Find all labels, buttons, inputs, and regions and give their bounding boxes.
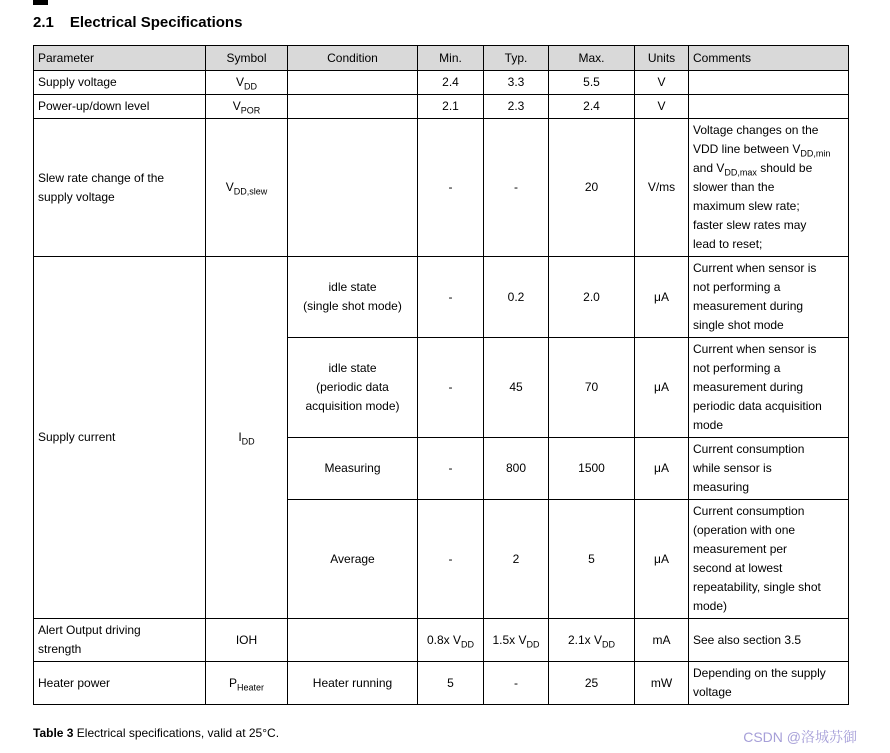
- table-caption-label: Table 3: [33, 726, 74, 740]
- cell-comments: Depending on the supply voltage: [689, 662, 849, 705]
- section-title: Electrical Specifications: [69, 14, 243, 31]
- header-cell-parameter: Parameter: [34, 46, 206, 71]
- subscript: DD,slew: [233, 186, 268, 197]
- subscript: DD,max: [724, 167, 757, 178]
- cell-comments: [689, 71, 849, 95]
- table-header-row: [34, 46, 849, 71]
- cell-parameter: Heater power: [34, 662, 206, 705]
- header-cell-typ: Typ.: [484, 46, 549, 71]
- cell-symbol: IOH: [206, 619, 288, 662]
- cell-parameter: Alert Output driving strength: [34, 619, 206, 662]
- watermark: CSDN @洛城苏御: [743, 729, 857, 745]
- cell-comments: [689, 95, 849, 119]
- cell-parameter: Slew rate change of the supply voltage: [34, 119, 206, 257]
- cell-condition: [288, 71, 418, 95]
- subscript: DD: [602, 638, 616, 649]
- cut-off-text-fragment: [33, 0, 48, 5]
- cell-comments: Voltage changes on the VDD line between $V_{DD,min}$ and $V_{DD,max}$ should be slower than the maximum slew rate; faster slew rates may lead to reset;: [689, 119, 849, 257]
- cell-units: μA: [635, 338, 689, 438]
- cell-condition: Measuring: [288, 438, 418, 500]
- subscript: DD: [244, 81, 257, 92]
- cell-condition: Average: [288, 500, 418, 619]
- cell-typ: 2: [484, 500, 549, 619]
- subscript: DD: [461, 638, 475, 649]
- table-row: [34, 71, 849, 95]
- table-row: [34, 619, 849, 662]
- cell-typ: 800: [484, 438, 549, 500]
- table-row: [34, 257, 849, 338]
- section-heading: [33, 14, 242, 31]
- cell-parameter: Supply voltage: [34, 71, 206, 95]
- cell-typ: 0.2: [484, 257, 549, 338]
- cell-comments: Current when sensor is not performing a measurement during single shot mode: [689, 257, 849, 338]
- cell-symbol: $V_{DD}$: [206, 71, 288, 95]
- cell-symbol: $V_{DD,slew}$: [206, 119, 288, 257]
- cell-parameter: Supply current: [34, 257, 206, 619]
- table-header: [34, 46, 849, 71]
- cell-units: μA: [635, 257, 689, 338]
- cell-typ: 2.3: [484, 95, 549, 119]
- cell-max: 2.0: [549, 257, 635, 338]
- cell-condition: [288, 619, 418, 662]
- cell-max: 5.5: [549, 71, 635, 95]
- header-cell-units: Units: [635, 46, 689, 71]
- table-caption-text: Electrical specifications, valid at 25°C.: [73, 726, 280, 740]
- cell-units: V/ms: [635, 119, 689, 257]
- cell-condition: idle state (periodic data acquisition mode): [288, 338, 418, 438]
- table-row: [34, 662, 849, 705]
- cell-symbol: $P_{Heater}$: [206, 662, 288, 705]
- cell-min: -: [418, 257, 484, 338]
- section-number: 2.1: [33, 14, 54, 31]
- table-row: [34, 119, 849, 257]
- cell-condition: [288, 119, 418, 257]
- cell-condition: idle state (single shot mode): [288, 257, 418, 338]
- header-cell-condition: Condition: [288, 46, 418, 71]
- cell-units: mA: [635, 619, 689, 662]
- header-cell-comments: Comments: [689, 46, 849, 71]
- cell-comments: Current consumption (operation with one measurement per second at lowest repeatability, single shot mode): [689, 500, 849, 619]
- subscript: DD: [526, 638, 540, 649]
- cell-min: 5: [418, 662, 484, 705]
- cell-units: V: [635, 95, 689, 119]
- cell-comments: Current when sensor is not performing a measurement during periodic data acquisition mode: [689, 338, 849, 438]
- cell-min: 2.1: [418, 95, 484, 119]
- subscript: DD,min: [800, 148, 831, 159]
- cell-units: μA: [635, 438, 689, 500]
- electrical-specifications-table: [33, 45, 849, 705]
- cell-max: 2.4: [549, 95, 635, 119]
- cell-typ: -: [484, 119, 549, 257]
- cell-min: -: [418, 500, 484, 619]
- table-row: [34, 95, 849, 119]
- header-cell-symbol: Symbol: [206, 46, 288, 71]
- header-cell-max: Max.: [549, 46, 635, 71]
- cell-max: 70: [549, 338, 635, 438]
- cell-typ: 45: [484, 338, 549, 438]
- cell-max: 1500: [549, 438, 635, 500]
- cell-max: 25: [549, 662, 635, 705]
- cell-min: -: [418, 438, 484, 500]
- cell-units: V: [635, 71, 689, 95]
- table-caption: [33, 726, 279, 740]
- cell-comments: Current consumption while sensor is measuring: [689, 438, 849, 500]
- cell-min: -: [418, 338, 484, 438]
- cell-parameter: Power-up/down level: [34, 95, 206, 119]
- cell-min: -: [418, 119, 484, 257]
- cell-min: 0.8x $V_{DD}$: [418, 619, 484, 662]
- subscript: Heater: [237, 681, 265, 692]
- cell-comments: See also section 3.5: [689, 619, 849, 662]
- cell-typ: 3.3: [484, 71, 549, 95]
- cell-max: 20: [549, 119, 635, 257]
- subscript: POR: [240, 105, 261, 116]
- cell-min: 2.4: [418, 71, 484, 95]
- cell-max: 5: [549, 500, 635, 619]
- cell-symbol: $I_{DD}$: [206, 257, 288, 619]
- cell-max: 2.1x $V_{DD}$: [549, 619, 635, 662]
- cell-symbol: $V_{POR}$: [206, 95, 288, 119]
- cell-condition: Heater running: [288, 662, 418, 705]
- header-cell-min: Min.: [418, 46, 484, 71]
- table-body: [34, 71, 849, 705]
- cell-units: μA: [635, 500, 689, 619]
- cell-typ: -: [484, 662, 549, 705]
- cell-units: mW: [635, 662, 689, 705]
- subscript: DD: [241, 436, 255, 447]
- cell-condition: [288, 95, 418, 119]
- cell-typ: 1.5x $V_{DD}$: [484, 619, 549, 662]
